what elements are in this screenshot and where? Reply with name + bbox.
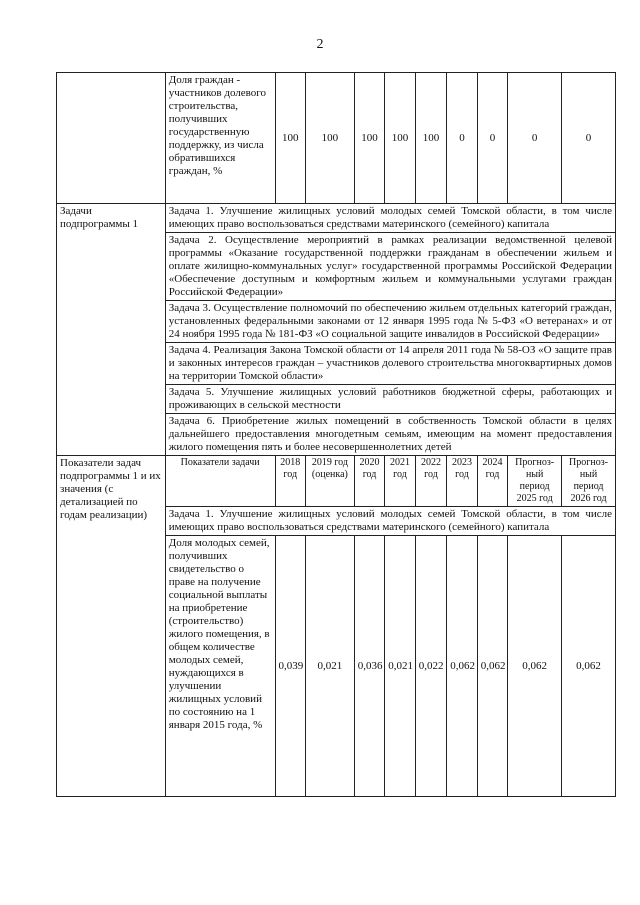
indicator-header-row bbox=[57, 456, 616, 507]
indicators-label: Показатели задач подпрограммы 1 и их значения (с детализацией по годам реализации) bbox=[57, 456, 166, 797]
value-2022: 0,022 bbox=[415, 536, 447, 797]
header-2021: 2021 год bbox=[385, 456, 415, 507]
value-2021: 0,021 bbox=[385, 536, 415, 797]
value-2020: 0,036 bbox=[354, 536, 384, 797]
header-2019: 2019 год (оценка) bbox=[306, 456, 355, 507]
page-number: 2 bbox=[316, 37, 324, 52]
value-2025: 0 bbox=[508, 73, 562, 204]
value-2025: 0,062 bbox=[508, 536, 562, 797]
header-2026: Прогноз-ный период 2026 год bbox=[562, 456, 616, 507]
value-2020: 100 bbox=[354, 73, 384, 204]
task-6: Задача 6. Приобретение жилых помещений в собственность Томской области в целях дальнейшего предоставления многодетным семьям, имеющим на момент предоставления жилого помещения пять и более несовершеннолетних детей bbox=[165, 414, 615, 456]
value-2024: 0 bbox=[477, 73, 507, 204]
tasks-label: Задачи подпрограммы 1 bbox=[57, 204, 166, 456]
header-2022: 2022 год bbox=[415, 456, 447, 507]
header-2018: 2018 год bbox=[275, 456, 305, 507]
value-2026: 0,062 bbox=[562, 536, 616, 797]
program-table bbox=[56, 72, 616, 797]
value-2023: 0,062 bbox=[447, 536, 477, 797]
task-1-repeat: Задача 1. Улучшение жилищных условий молодых семей Томской области, в том числе имеющих право воспользоваться средствами материнского (семейного) капитала bbox=[165, 507, 615, 536]
value-2024: 0,062 bbox=[477, 536, 507, 797]
task-5: Задача 5. Улучшение жилищных условий работников бюджетной сферы, работающих и проживающих в сельской местности bbox=[165, 385, 615, 414]
indicator-label: Доля молодых семей, получивших свидетельство о праве на получение социальной выплаты на приобретение (строительство) жилого помещения, в общем количестве молодых семей, нуждающихся в улучшении жилищных условий по состоянию на 1 января 2015 года, % bbox=[165, 536, 275, 797]
indicator-label: Доля граждан - участников долевого строительства, получивших государственную поддержку, из числа обратившихся граждан, % bbox=[165, 73, 275, 204]
value-2022: 100 bbox=[415, 73, 447, 204]
value-2021: 100 bbox=[385, 73, 415, 204]
header-indicator: Показатели задачи bbox=[165, 456, 275, 507]
indicator-row-shared-construction bbox=[57, 73, 616, 204]
value-2018: 100 bbox=[275, 73, 305, 204]
value-2026: 0 bbox=[562, 73, 616, 204]
header-2020: 2020 год bbox=[354, 456, 384, 507]
task-2: Задача 2. Осуществление мероприятий в рамках реализации ведомственной целевой программы «Оказание государственной поддержки гражданам в обеспечении жильем и оплате жилищно-коммунальных услуг» государственной программы Российской Федерации «Обеспечение доступным и комфортным жильем и коммунальными услугами граждан Российской Федерации» bbox=[165, 233, 615, 301]
value-2023: 0 bbox=[447, 73, 477, 204]
task-3: Задача 3. Осуществление полномочий по обеспечению жильем отдельных категорий граждан, установленных федеральными законами от 12 января 1995 года № 5-ФЗ «О ветеранах» и от 24 ноября 1995 года № 181-ФЗ «О социальной защите инвалидов в Российской Федерации» bbox=[165, 301, 615, 343]
task-row bbox=[57, 204, 616, 233]
empty-cell bbox=[57, 73, 166, 204]
value-2018: 0,039 bbox=[275, 536, 305, 797]
value-2019: 0,021 bbox=[306, 536, 355, 797]
header-2023: 2023 год bbox=[447, 456, 477, 507]
header-2025: Прогноз-ный период 2025 год bbox=[508, 456, 562, 507]
header-2024: 2024 год bbox=[477, 456, 507, 507]
task-4: Задача 4. Реализация Закона Томской области от 14 апреля 2011 года № 58-ОЗ «О защите прав и законных интересов граждан – участников долевого строительства многоквартирных домов на территории Томской области» bbox=[165, 343, 615, 385]
task-1: Задача 1. Улучшение жилищных условий молодых семей Томской области, в том числе имеющих право воспользоваться средствами материнского (семейного) капитала bbox=[165, 204, 615, 233]
value-2019: 100 bbox=[306, 73, 355, 204]
